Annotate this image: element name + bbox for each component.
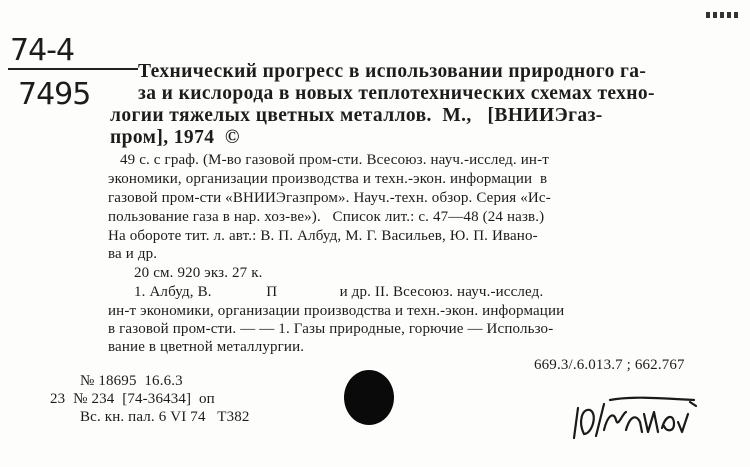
description-line-1: 49 с. с граф. (М-во газовой пром-сти. Всесоюз. науч.-исслед. ин-т — [120, 152, 549, 168]
registry-line-3: Вс. кн. пал. 6 VI 74 Т382 — [80, 409, 250, 425]
title-line-2: за и кислорода в новых теплотехнических схемах техно- — [138, 83, 655, 104]
corner-mark — [706, 12, 740, 18]
entry-line-3: в газовой пром-сти. — — 1. Газы природные, горючие — Использо- — [108, 321, 554, 337]
description-line-6: ва и др. — [108, 246, 158, 262]
description-line-4: пользование газа в нар. хоз-ве»). Список лит.: с. 47—48 (24 назв.) — [108, 209, 545, 225]
handwritten-number-top: 74-4 — [10, 33, 75, 68]
size-line: 20 см. 920 экз. 27 к. — [134, 265, 263, 281]
entry-line-1: 1. Албуд, В. П и др. II. Всесоюз. науч.-исслед. — [134, 284, 544, 300]
handwritten-signature — [570, 392, 710, 442]
description-line-3: газовой пром-сти «ВНИИЭгазпром». Науч.-техн. обзор. Серия «Ис- — [108, 190, 551, 206]
description-line-5: На обороте тит. л. авт.: В. П. Албуд, М. Г. Васильев, Ю. П. Ивано- — [108, 228, 538, 244]
description-line-2: экономики, организации производства и техн.-экон. информации в — [108, 171, 548, 187]
registry-line-1: № 18695 16.6.3 — [80, 373, 183, 389]
registry-line-2: 23 № 234 [74-36434] оп — [50, 391, 215, 407]
entry-line-2: ин-т экономики, организации производства и техн.-экон. информации — [108, 303, 565, 319]
classification-index: 669.3/.6.013.7 ; 662.767 — [534, 357, 685, 373]
underline-top — [8, 68, 138, 70]
title-line-3: логии тяжелых цветных металлов. М., [ВНИИЭгаз- — [110, 105, 603, 126]
title-line-1: Технический прогресс в использовании природного га- — [138, 61, 647, 82]
entry-line-4: вание в цветной металлургии. — [108, 339, 305, 355]
handwritten-number-bottom: 7495 — [18, 77, 91, 112]
punch-hole — [344, 370, 394, 425]
title-line-4: пром], 1974 © — [110, 127, 240, 148]
